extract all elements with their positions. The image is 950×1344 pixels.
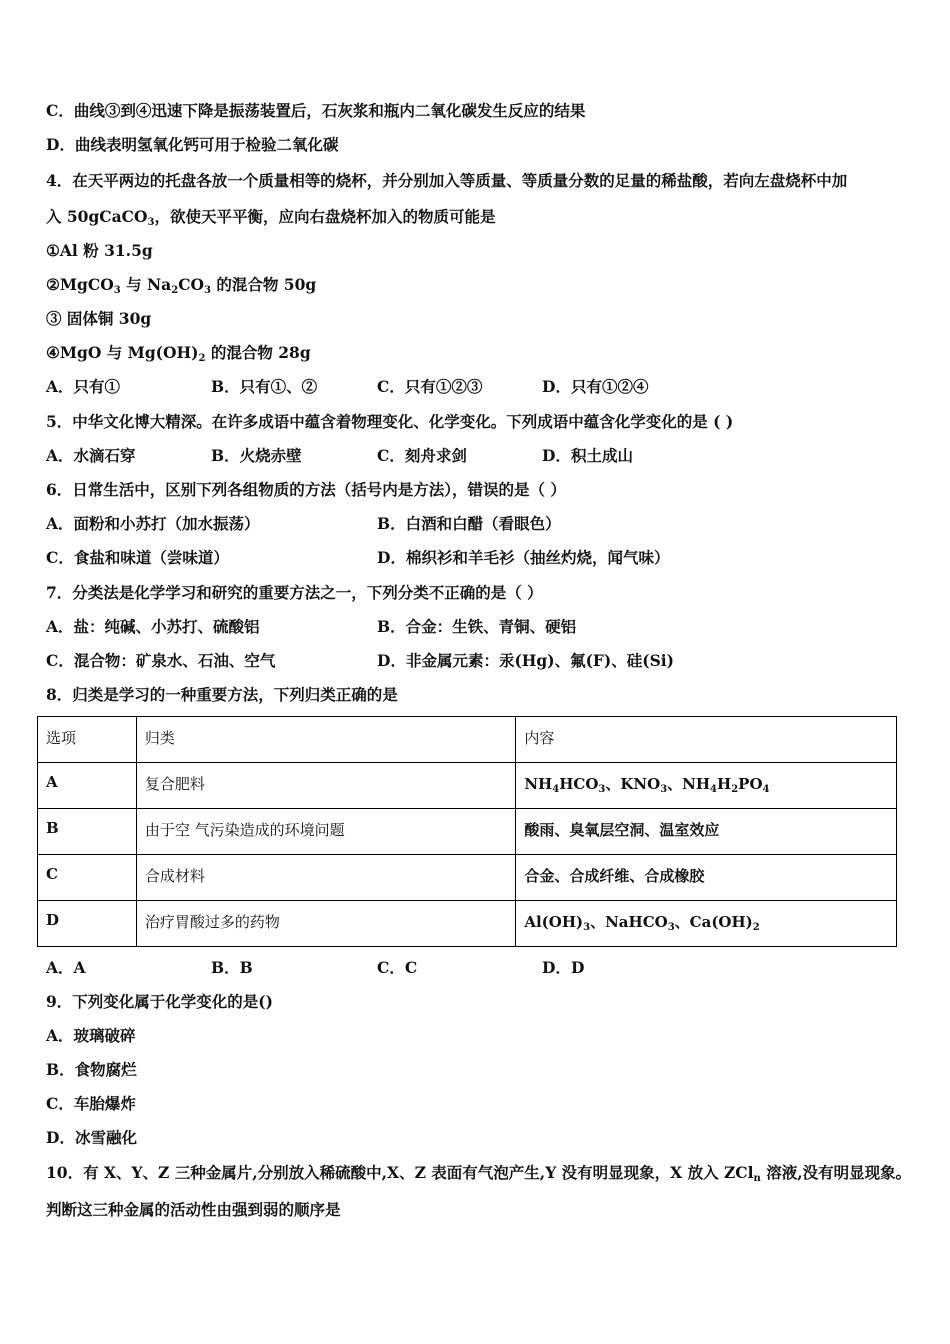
q8-table — [37, 716, 897, 947]
q4-option-a: A．只有① — [46, 377, 121, 396]
q9-option-c: C．车胎爆炸 — [46, 1094, 136, 1113]
table-cell-content: 合金、合成纤维、合成橡胶 — [516, 855, 897, 901]
q7-option-c: C．混合物：矿泉水、石油、空气 — [46, 651, 276, 670]
table-cell-category: 治疗胃酸过多的药物 — [136, 901, 516, 947]
q5-option-c: C．刻舟求剑 — [377, 446, 467, 465]
q3-option-c: C．曲线③到④迅速下降是振荡装置后，石灰浆和瓶内二氧化碳发生反应的结果 — [46, 101, 586, 120]
q8-option-c: C．C — [377, 958, 418, 977]
table-header: 内容 — [516, 717, 897, 763]
table-cell-content: $NH_4HCO_3$、$KNO_3$、$NH_4H_2PO_4$ — [516, 763, 897, 809]
q4-item-3: ③ 固体铜 30g — [46, 309, 152, 328]
table-header: 归类 — [136, 717, 516, 763]
table-cell-category: 由于空 气污染造成的环境问题 — [136, 809, 516, 855]
table-row — [38, 809, 897, 855]
table-header: 选项 — [38, 717, 137, 763]
table-cell-content: $Al(OH)_3$、NaHCO$_3$、$Ca(OH)_2$ — [516, 901, 897, 947]
q4-option-b: B．只有①、② — [211, 377, 318, 396]
q7-option-d: D．非金属元素：汞(Hg)、氟(F)、硅(Si) — [377, 651, 675, 670]
table-cell-category: 复合肥料 — [136, 763, 516, 809]
q4-stem-line2: 入 50gCaCO$_3$，欲使天平平衡，应向右盘烧杯加入的物质可能是 — [46, 207, 496, 228]
table-row — [38, 763, 897, 809]
q8-option-a: A．A — [46, 958, 86, 977]
q6-option-a: A．面粉和小苏打（加水振荡） — [46, 514, 260, 533]
table-row — [38, 901, 897, 947]
q4-option-d: D．只有①②④ — [542, 377, 649, 396]
q7-stem: 7．分类法是化学学习和研究的重要方法之一，下列分类不正确的是（ ） — [46, 583, 543, 602]
q5-option-b: B．火烧赤壁 — [211, 446, 302, 465]
q5-option-a: A．水滴石穿 — [46, 446, 136, 465]
q6-option-b: B．白酒和白醋（看眼色） — [377, 514, 561, 533]
q9-stem: 9．下列变化属于化学变化的是() — [46, 992, 273, 1011]
q4-stem-line1: 4．在天平两边的托盘各放一个质量相等的烧杯，并分别加入等质量、等质量分数的足量的稀盐酸，若向左盘烧杯中加 — [46, 171, 848, 190]
q6-stem: 6．日常生活中，区别下列各组物质的方法（括号内是方法），错误的是（ ） — [46, 480, 566, 499]
q4-option-c: C．只有①②③ — [377, 377, 483, 396]
table-header-row — [38, 717, 897, 763]
q4-item-1: ①Al 粉 31.5g — [46, 241, 153, 260]
q8-stem: 8．归类是学习的一种重要方法，下列归类正确的是 — [46, 685, 398, 704]
q6-option-c: C．食盐和味道（尝味道） — [46, 548, 229, 567]
q8-option-d: D．D — [542, 958, 585, 977]
q8-option-b: B．B — [211, 958, 253, 977]
q5-option-d: D．积土成山 — [542, 446, 633, 465]
table-cell-option: C — [38, 855, 137, 901]
table-cell-option: A — [38, 763, 137, 809]
q9-option-d: D．冰雪融化 — [46, 1128, 137, 1147]
q9-option-a: A．玻璃破碎 — [46, 1026, 136, 1045]
table-cell-content: 酸雨、臭氧层空洞、温室效应 — [516, 809, 897, 855]
q4-item-4: ④MgO 与 $Mg(OH)_2$ 的混合物 28g — [46, 343, 311, 364]
q10-stem-line2: 判断这三种金属的活动性由强到弱的顺序是 — [46, 1200, 341, 1219]
q7-option-a: A．盐：纯碱、小苏打、硫酸铝 — [46, 617, 260, 636]
q6-option-d: D．棉织衫和羊毛衫（抽丝灼烧，闻气味） — [377, 548, 670, 567]
table-cell-option: B — [38, 809, 137, 855]
q3-option-d: D．曲线表明氢氧化钙可用于检验二氧化碳 — [46, 135, 339, 154]
q7-option-b: B．合金：生铁、青铜、硬铝 — [377, 617, 577, 636]
table-row — [38, 855, 897, 901]
q10-stem-line1: 10．有 X、Y、Z 三种金属片,分别放入稀硫酸中,X、Z 表面有气泡产生,Y 没有明显现象，X 放入 ZCl$_n$ 溶液,没有明显现象。 — [46, 1163, 912, 1184]
q9-option-b: B．食物腐烂 — [46, 1060, 137, 1079]
table-cell-option: D — [38, 901, 137, 947]
q5-stem: 5．中华文化博大精深。在许多成语中蕴含着物理变化、化学变化。下列成语中蕴含化学变化的是 ( ) — [46, 412, 734, 431]
q4-item-2: ②MgCO$_3$ 与 $Na_2CO_3$ 的混合物 50g — [46, 275, 317, 296]
table-cell-category: 合成材料 — [136, 855, 516, 901]
